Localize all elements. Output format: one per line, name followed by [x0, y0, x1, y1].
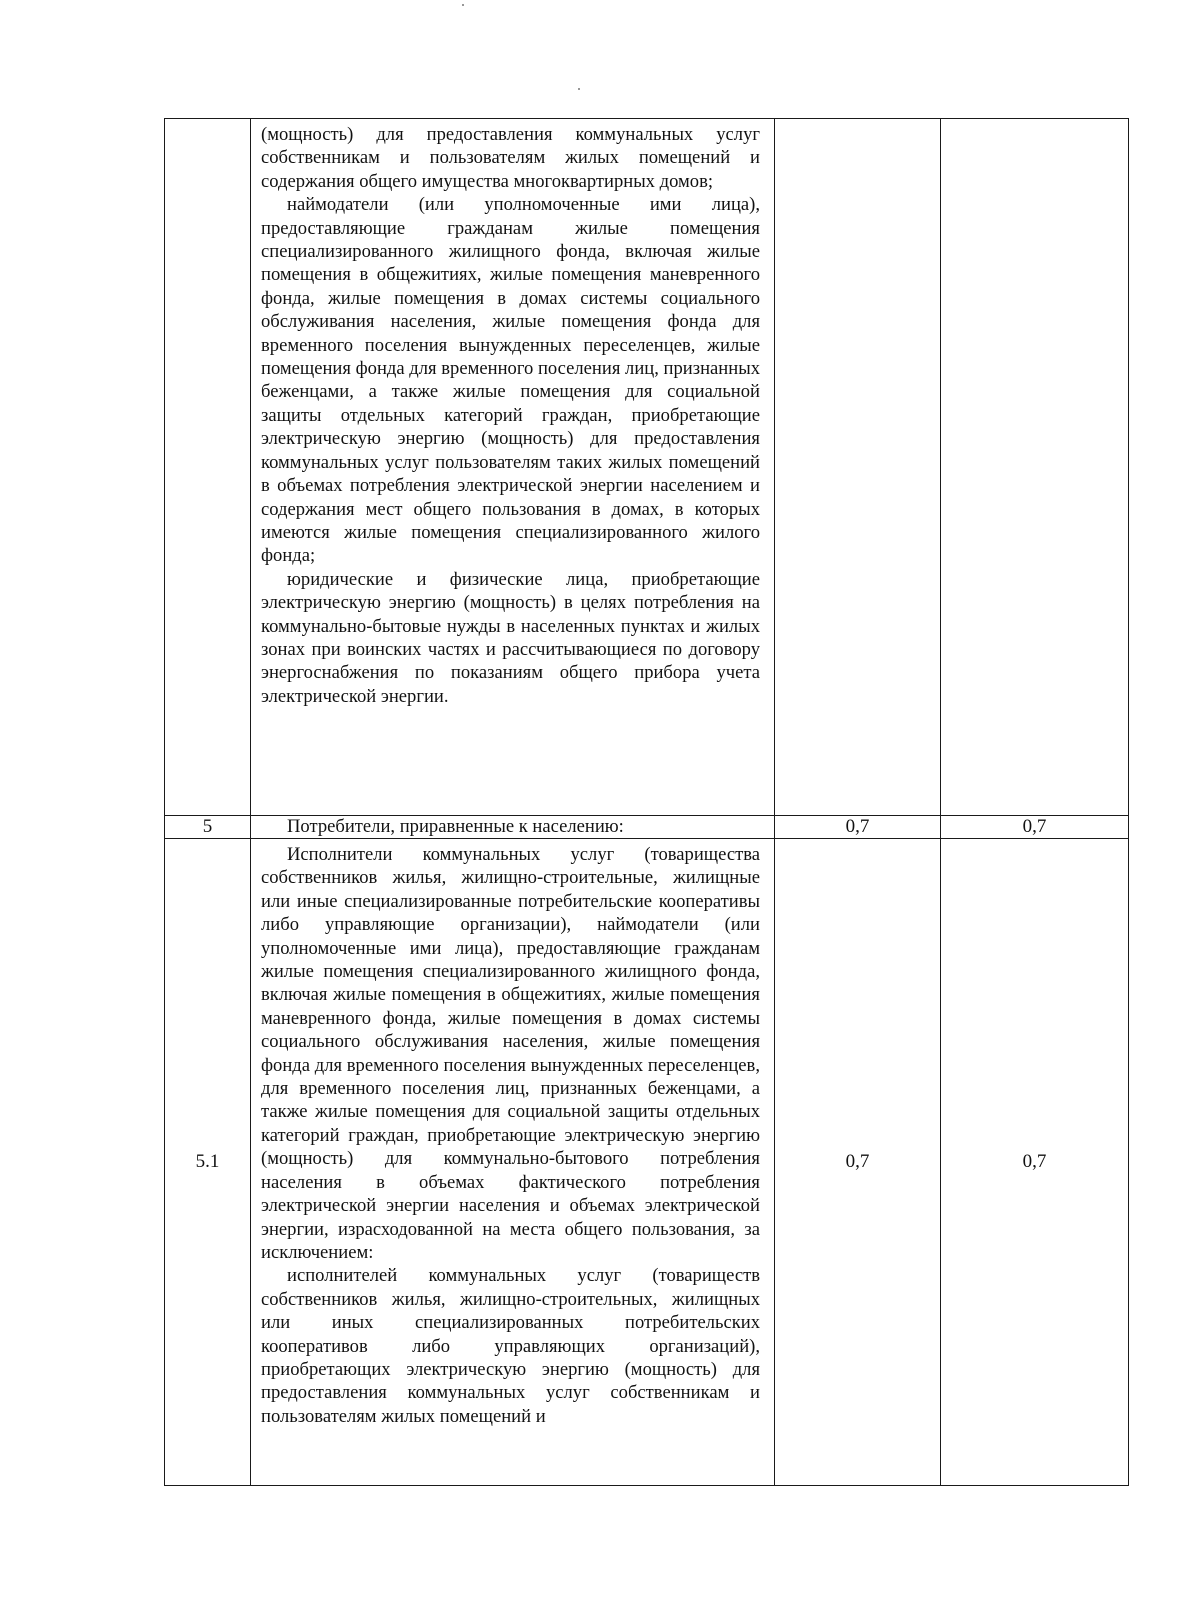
scan-speck: [462, 4, 464, 6]
row-value-2: [941, 119, 1129, 816]
row-value-2: 0,7: [941, 816, 1129, 839]
table-row: [165, 839, 1129, 1486]
scan-speck: [578, 88, 580, 90]
row-description: [251, 839, 775, 1486]
row-value-1: 0,7: [775, 839, 941, 1486]
row-value-2: 0,7: [941, 839, 1129, 1486]
tariff-table: [164, 118, 1129, 1486]
paragraph: исполнителей коммунальных услуг (товариществ собственников жилья, жилищно-строительных, жилищных или иных специализированных потребительских кооперативов либо управляющих организаций), приобретающих электрическую энергию (мощность) для предоставления коммунальных услуг собственникам и пользователям жилых помещений и: [261, 1265, 760, 1427]
paragraph: (мощность) для предоставления коммунальных услуг собственникам и пользователям жилых помещений и содержания общего имущества многоквартирных домов;: [261, 124, 760, 192]
row-number: 5.1: [165, 839, 251, 1486]
row-value-1: 0,7: [775, 816, 941, 839]
row-description: [251, 119, 775, 816]
table-row: [165, 816, 1129, 839]
paragraph: Исполнители коммунальных услуг (товарищества собственников жилья, жилищно-строительные, жилищные или иные специализированные потребительские кооперативы либо управляющие организации), наймодатели (или уполномоченные ими лица), предоставляющие гражданам жилые помещения специализированного жилищного фонда, включая жилые помещения в общежитиях, жилые помещения маневренного фонда, жилые помещения в домах системы социального обслуживания населения, жилые помещения фонда для временного поселения вынужденных переселенцев, для временного поселения лиц, признанных беженцами, а также жилые помещения для социальной защиты отдельных категорий граждан, приобретающие электрическую энергию (мощность) для коммунально-бытового потребления населения в объемах фактического потребления электрической энергии населения и объемах электрической энергии, израсходованной на места общего пользования, за исключением:: [261, 844, 760, 1263]
paragraph: Потребители, приравненные к населению:: [287, 816, 624, 837]
table-row: [165, 119, 1129, 816]
paragraph: наймодатели (или уполномоченные ими лица), предоставляющие гражданам жилые помещения специализированного жилищного фонда, включая жилые помещения в общежитиях, жилые помещения маневренного фонда, жилые помещения в домах системы социального обслуживания населения, жилые помещения фонда для временного поселения вынужденных переселенцев, жилые помещения фонда для временного поселения лиц, признанных беженцами, а также жилые помещения для социальной защиты отдельных категорий граждан, приобретающие электрическую энергию (мощность) для предоставления коммунальных услуг пользователям таких жилых помещений в объемах потребления электрической энергии населением и содержания мест общего пользования в домах, в которых имеются жилые помещения специализированного жилого фонда;: [261, 194, 760, 567]
row-value-1: [775, 119, 941, 816]
paragraph: юридические и физические лица, приобретающие электрическую энергию (мощность) в целях потребления на коммунально-бытовые нужды в населенных пунктах и жилых зонах при воинских частях и рассчитывающиеся по договору энергоснабжения по показаниям общего прибора учета электрической энергии.: [261, 568, 760, 707]
row-number: [165, 119, 251, 816]
row-description: [251, 816, 775, 839]
row-number: 5: [165, 816, 251, 839]
